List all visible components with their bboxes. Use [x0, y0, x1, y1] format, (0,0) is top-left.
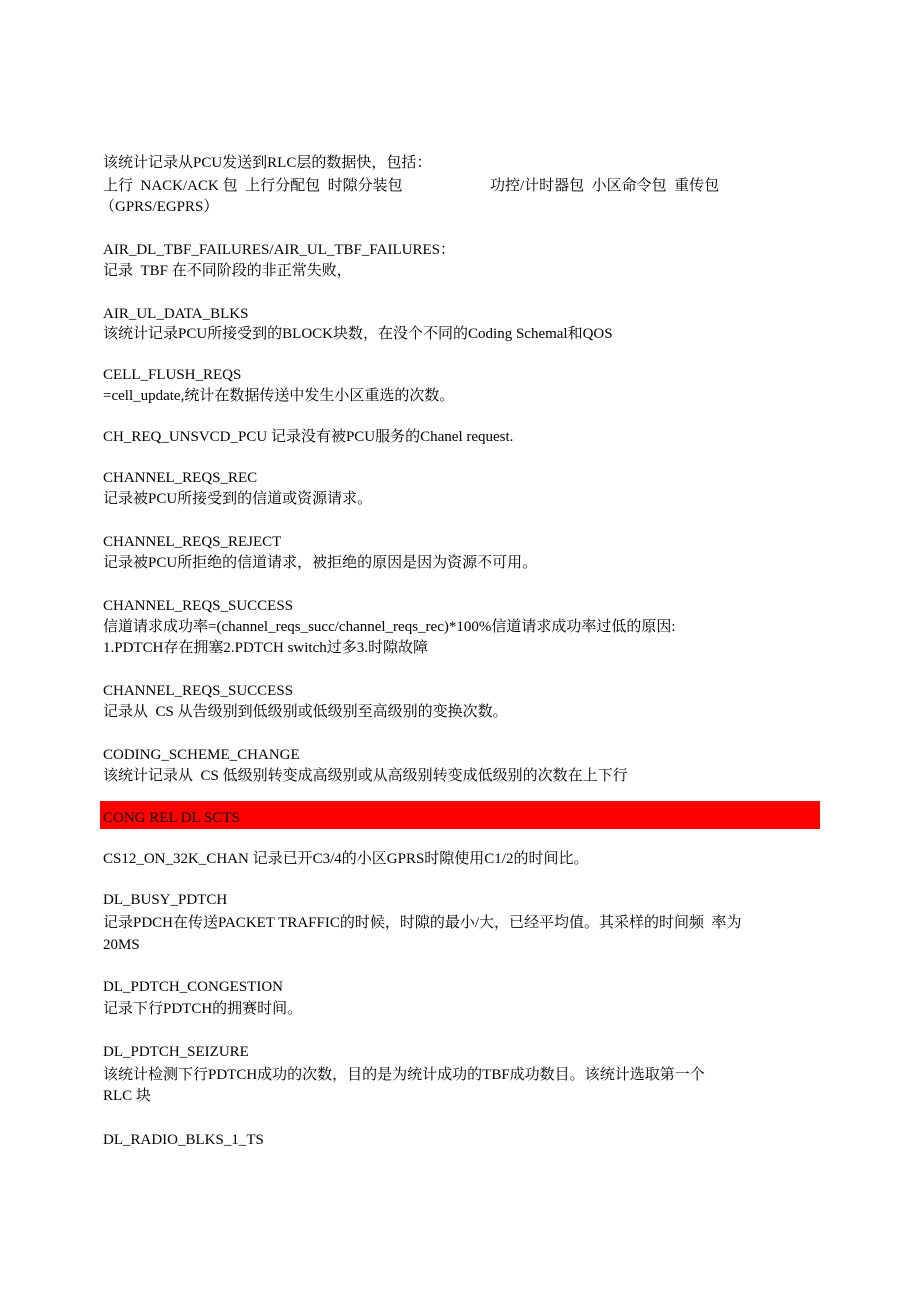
entry-title: CELL_FLUSH_REQS — [103, 367, 242, 383]
entry-title: AIR_DL_TBF_FAILURES/AIR_UL_TBF_FAILURES： — [103, 242, 455, 258]
entry-desc-2: 1.PDTCH存在拥塞2.PDTCH switch过多3.时隙故障 — [103, 640, 429, 656]
entry-title-highlighted: CONG REL DL SCTS — [103, 810, 240, 826]
entry-title: DL_PDTCH_SEIZURE — [103, 1044, 249, 1060]
entry-title: DL_BUSY_PDTCH — [103, 892, 228, 908]
entry-title: DL_PDTCH_CONGESTION — [103, 979, 283, 995]
entry-title: CHANNEL_REQS_REJECT — [103, 534, 282, 550]
entry-desc: 信道请求成功率=(channel_reqs_succ/channel_reqs_rec)*100%信道请求成功率过低的原因: — [103, 619, 676, 635]
entry-title: DL_RADIO_BLKS_1_TS — [103, 1132, 264, 1148]
entry-desc: 记录被PCU所拒绝的信道请求，被拒绝的原因是因为资源不可用。 — [103, 555, 538, 571]
entry-desc: 记录PDCH在传送PACKET TRAFFIC的时候，时隙的最小/大，已经平均值。其采样的时间频 率为 — [103, 915, 742, 931]
entry-desc: 记录下行PDTCH的拥赛时间。 — [103, 1001, 303, 1017]
intro-line-2: 上行 NACK/ACK 包 上行分配包 时隙分装包 — [103, 178, 403, 194]
entry-desc: 该统计检测下行PDTCH成功的次数，目的是为统计成功的TBF成功数目。该统计选取第一个 — [103, 1067, 705, 1083]
entry-title: CHANNEL_REQS_SUCCESS — [103, 598, 294, 614]
entry-desc: 该统计记录PCU所接受到的BLOCK块数，在没个不同的Coding Schemal和QOS — [103, 326, 613, 342]
entry-desc: 记录被PCU所接受到的信道或资源请求。 — [103, 491, 373, 507]
entry-desc-2: RLC 块 — [103, 1088, 151, 1104]
entry-title: CS12_ON_32K_CHAN 记录已开C3/4的小区GPRS时隙使用C1/2的时间比。 — [103, 851, 589, 867]
intro-line-3: （GPRS/EGPRS） — [100, 199, 219, 215]
entry-title: CH_REQ_UNSVCD_PCU 记录没有被PCU服务的Chanel request. — [103, 429, 514, 445]
entry-desc-2: 20MS — [103, 937, 140, 953]
entry-desc: =cell_update,统计在数据传送中发生小区重选的次数。 — [103, 388, 455, 404]
entry-desc: 记录从 CS 从告级别到低级别或低级别至高级别的变换次数。 — [103, 704, 508, 720]
entry-title: CHANNEL_REQS_REC — [103, 470, 258, 486]
intro-line-2-right: 功控/计时器包 小区命令包 重传包 — [490, 178, 720, 194]
intro-line-1: 该统计记录从PCU发送到RLC层的数据快，包括： — [103, 155, 432, 171]
entry-title: CHANNEL_REQS_SUCCESS — [103, 683, 294, 699]
entry-title: CODING_SCHEME_CHANGE — [103, 747, 300, 763]
entry-desc: 该统计记录从 CS 低级别转变成高级别或从高级别转变成低级别的次数在上下行 — [103, 768, 628, 784]
entry-desc: 记录 TBF 在不同阶段的非正常失败， — [103, 263, 352, 279]
entry-title: AIR_UL_DATA_BLKS — [103, 306, 249, 322]
